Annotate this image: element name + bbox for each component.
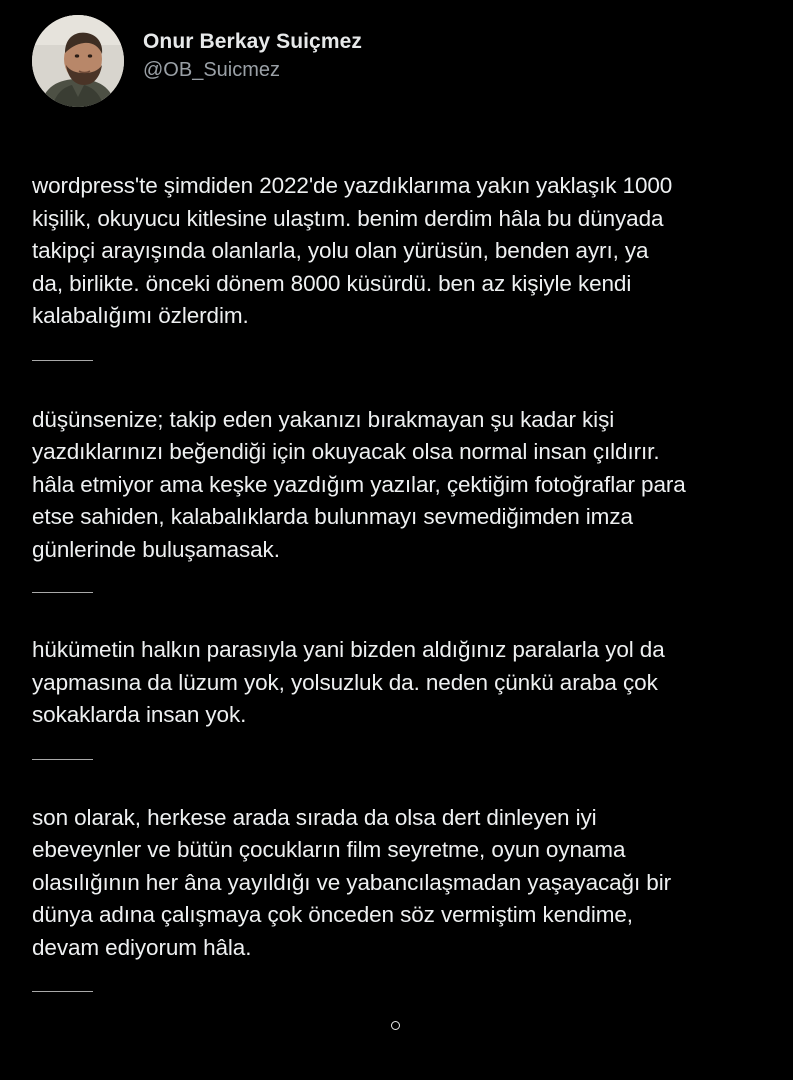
paragraph-line: ebeveynler ve bütün çocukların film seyretme, oyun oynama xyxy=(32,837,626,862)
paragraph-line: kalabalığımı özlerdim. xyxy=(32,303,249,328)
paragraph-line: düşünsenize; takip eden yakanızı bırakmayan şu kadar kişi xyxy=(32,406,615,432)
paragraph-2 xyxy=(32,404,772,567)
paragraph-1 xyxy=(32,170,772,333)
paragraph-line: sokaklarda insan yok. xyxy=(32,702,247,727)
section-divider xyxy=(32,360,93,361)
paragraph-line: devam ediyorum hâla. xyxy=(32,934,252,960)
paragraph-line: etse sahiden, kalabalıklarda bulunmayı sevmediğimden imza xyxy=(32,504,633,529)
paragraph-line: da, birlikte. önceki dönem 8000 küsürdü. ben az kişiyle kendi xyxy=(32,270,632,296)
paragraph-3 xyxy=(32,634,772,732)
section-divider xyxy=(32,759,93,760)
paragraph-line: günlerinde buluşamasak. xyxy=(32,536,280,562)
tweet-header xyxy=(32,15,362,107)
avatar[interactable] xyxy=(32,15,124,107)
circle-outline-icon xyxy=(391,1021,400,1030)
section-divider xyxy=(32,991,93,992)
tweet-body xyxy=(32,170,772,992)
username-handle[interactable]: @OB_Suicmez xyxy=(143,59,281,81)
section-divider xyxy=(32,592,93,593)
display-name[interactable]: Onur Berkay Suiçmez xyxy=(143,30,362,53)
paragraph-line: yazdıklarınızı beğendiği için okuyacak olsa normal insan çıldırır. xyxy=(32,439,660,464)
paragraph-line: yapmasına da lüzum yok, yolsuzluk da. neden çünkü araba çok xyxy=(32,669,658,695)
paragraph-line: kişilik, okuyucu kitlesine ulaştım. benim derdim hâla bu dünyada xyxy=(32,205,664,231)
paragraph-line: son olarak, herkese arada sırada da olsa dert dinleyen iyi xyxy=(32,804,597,830)
paragraph-4 xyxy=(32,802,772,965)
paragraph-line: olasılığının her âna yayıldığı ve yabancılaşmadan yaşayacağı bir xyxy=(32,869,671,895)
author-identity xyxy=(143,28,362,84)
paragraph-line: hâla etmiyor ama keşke yazdığım yazılar, çektiğim fotoğraflar para xyxy=(32,471,686,497)
paragraph-line: hükümetin halkın parasıyla yani bizden aldığınız paralarla yol da xyxy=(32,637,665,662)
paragraph-line: wordpress'te şimdiden 2022'de yazdıklarıma yakın yaklaşık 1000 xyxy=(32,173,673,198)
paragraph-line: dünya adına çalışmaya çok önceden söz vermiştim kendime, xyxy=(32,902,633,927)
avatar-photo-icon xyxy=(32,15,124,107)
paragraph-line: takipçi arayışında olanlarla, yolu olan yürüsün, benden ayrı, ya xyxy=(32,238,649,263)
